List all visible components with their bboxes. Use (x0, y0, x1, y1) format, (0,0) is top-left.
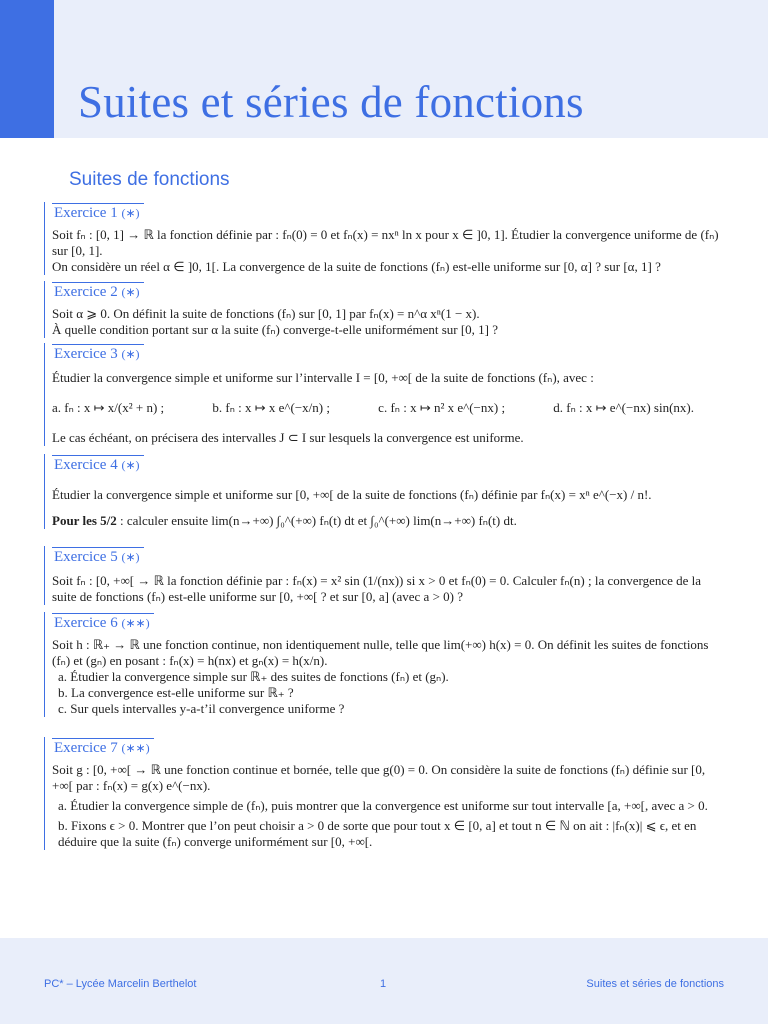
exercise-7-line-1: Soit g : [0, +∞[ → ℝ une fonction continue et bornée, telle que g(0) = 0. On considère la suite de fonctions (fₙ) définie sur [0, +∞[ par : fₙ(x) = g(x) e^(−nx). (52, 762, 706, 793)
exercise-3 (44, 343, 724, 446)
exercise-3-header: Exercice 3 (∗) (52, 344, 144, 362)
exercise-6-item-a: a. Étudier la convergence simple sur ℝ₊ des suites de fonctions (fₙ) et (gₙ). (58, 669, 449, 684)
exercise-6-item-b: b. La convergence est-elle uniforme sur ℝ₊ ? (58, 685, 294, 700)
exercise-6-header: Exercice 6 (∗∗) (52, 613, 154, 631)
exercise-7 (44, 737, 724, 850)
exercise-7-header: Exercice 7 (∗∗) (52, 738, 154, 756)
exercise-7-item-b: b. Fixons ϵ > 0. Montrer que l’on peut choisir a > 0 de sorte que pour tout x ∈ [0, a] et tout n ∈ ℕ on ait : |fₙ(x)| ⩽ ϵ, et en déduire que la suite (fₙ) converge uniformément sur [0, +∞[. (58, 818, 697, 849)
exercise-2 (44, 281, 724, 338)
footer-page-number: 1 (380, 978, 387, 990)
exercise-3-item-d: d. fₙ : x ↦ e^(−nx) sin(nx). (553, 400, 694, 415)
exercise-3-intro: Étudier la convergence simple et uniforme sur l’intervalle I = [0, +∞[ de la suite de fonctions (fₙ), avec : (52, 370, 594, 385)
exercise-1 (44, 202, 724, 275)
section-title: Suites de fonctions (69, 169, 230, 190)
exercise-3-item-c: c. fₙ : x ↦ n² x e^(−nx) ; (378, 400, 506, 415)
exercise-4-header: Exercice 4 (∗) (52, 455, 144, 473)
exercise-5-line-1: Soit fₙ : [0, +∞[ → ℝ la fonction définie par : fₙ(x) = x² sin (1/(nx)) si x > 0 et fₙ(0) = 0. Calculer fₙ(n) ; la convergence de la suite de fonctions (fₙ) est-elle uniforme sur [0, +∞[ ? et sur [0, a] (avec a > 0) ? (52, 573, 702, 604)
exercise-4 (44, 454, 724, 529)
footer-school: PC* – Lycée Marcelin Berthelot (44, 978, 197, 990)
exercise-5 (44, 546, 724, 605)
exercise-2-line-2: À quelle condition portant sur α la suite (fₙ) converge-t-elle uniformément sur [0, 1] ? (52, 322, 499, 337)
exercise-4-line-2: Pour les 5/2 : calculer ensuite lim(n→+∞) ∫₀^(+∞) fₙ(t) dt et ∫₀^(+∞) lim(n→+∞) fₙ(t) dt. (52, 513, 517, 528)
exercise-4-line-1: Étudier la convergence simple et uniforme sur [0, +∞[ de la suite de fonctions (fₙ) définie par fₙ(x) = xⁿ e^(−x) / n!. (52, 487, 652, 502)
exercise-2-header: Exercice 2 (∗) (52, 282, 144, 300)
footer-chapter: Suites et séries de fonctions (586, 978, 724, 990)
exercise-3-outro: Le cas échéant, on précisera des intervalles J ⊂ I sur lesquels la convergence est uniforme. (52, 430, 524, 445)
exercise-1-line-2: On considère un réel α ∈ ]0, 1[. La convergence de la suite de fonctions (fₙ) est-elle uniforme sur [0, α] ? sur [α, 1] ? (52, 259, 661, 274)
header-accent-bar (0, 0, 54, 138)
exercise-7-item-a: a. Étudier la convergence simple de (fₙ), puis montrer que la convergence est uniforme sur tout intervalle [a, +∞[, avec a > 0. (58, 798, 708, 813)
exercise-1-line-1: Soit fₙ : [0, 1] → ℝ la fonction définie par : fₙ(0) = 0 et fₙ(x) = nxⁿ ln x pour x ∈ ]0, 1]. Étudier la convergence uniforme de (fₙ) sur [0, 1]. (52, 227, 719, 258)
exercise-6-line-1: Soit h : ℝ₊ → ℝ une fonction continue, non identiquement nulle, telle que lim(+∞) h(x) = 0. On définit les suites de fonctions (fₙ) et (gₙ) en posant : fₙ(x) = h(nx) et gₙ(x) = h(x/n). (52, 637, 709, 668)
exercise-3-item-a: a. fₙ : x ↦ x/(x² + n) ; (52, 400, 165, 415)
exercise-6 (44, 612, 724, 717)
exercise-6-item-c: c. Sur quels intervalles y-a-t’il convergence uniforme ? (58, 701, 345, 716)
exercise-5-header: Exercice 5 (∗) (52, 547, 144, 565)
exercise-3-item-b: b. fₙ : x ↦ x e^(−x/n) ; (212, 400, 330, 415)
exercise-1-header: Exercice 1 (∗) (52, 203, 144, 221)
document-title: Suites et séries de fonctions (78, 77, 584, 127)
exercise-2-line-1: Soit α ⩾ 0. On définit la suite de fonctions (fₙ) sur [0, 1] par fₙ(x) = n^α xⁿ(1 − x). (52, 306, 480, 321)
